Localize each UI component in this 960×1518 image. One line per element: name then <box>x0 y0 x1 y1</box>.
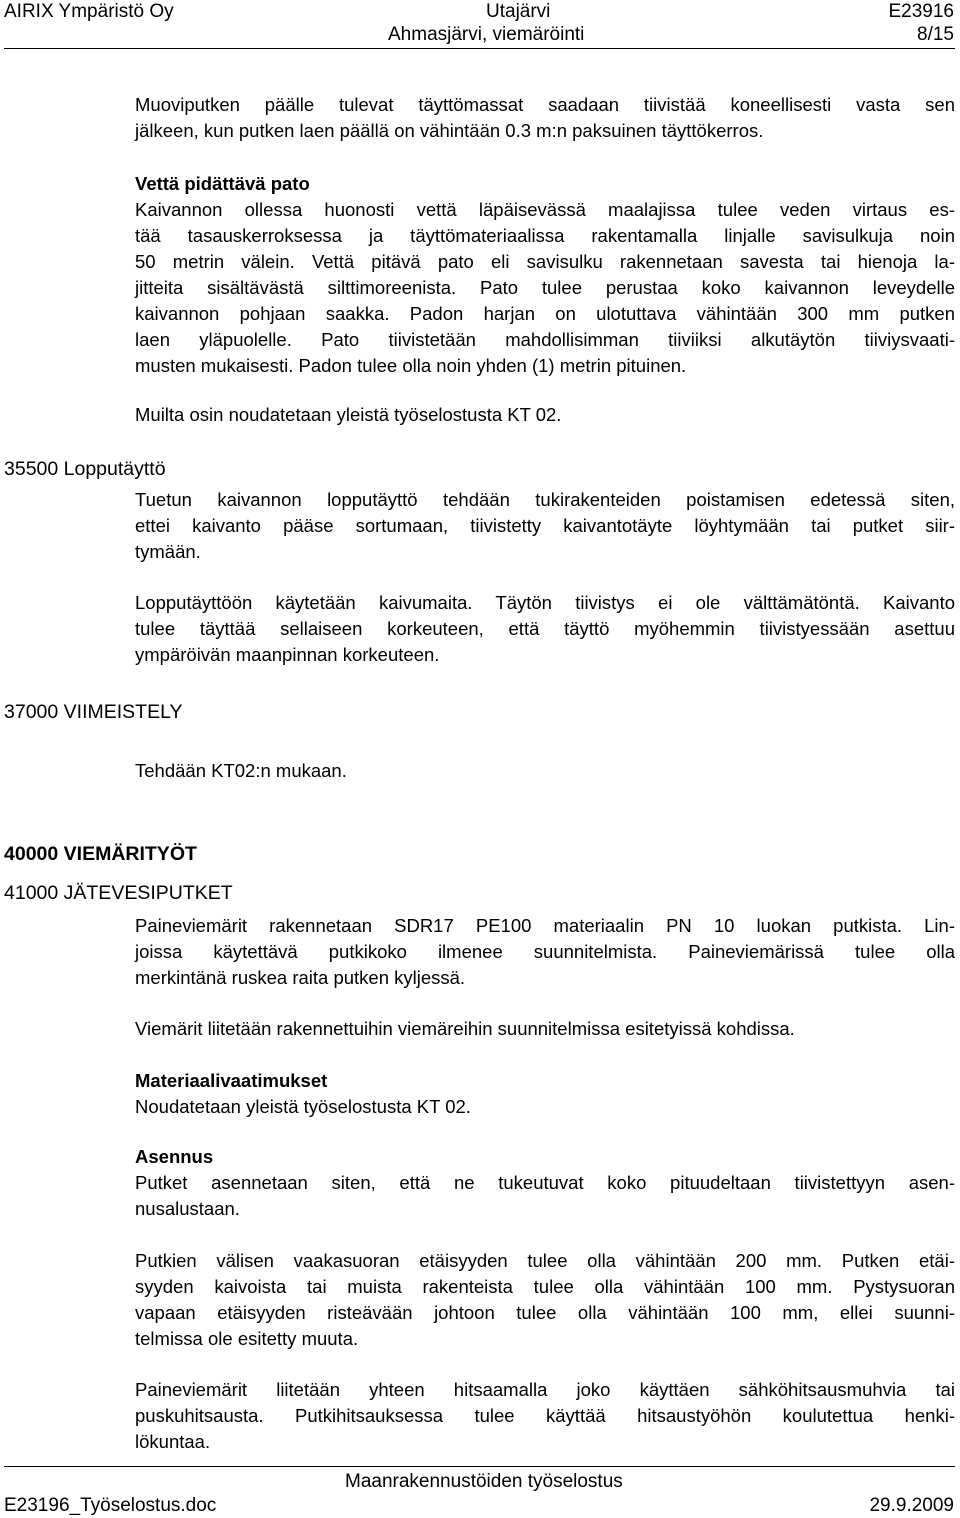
text-line: jitteita sisältävästä silttimoreenista. Pato tulee perustaa koko kaivannon leveydelle <box>135 277 955 298</box>
header-page-number: 8/15 <box>917 24 954 45</box>
text-line: Tuetun kaivannon lopputäyttö tehdään tukirakenteiden poistamisen edetessä siten, <box>135 489 955 510</box>
installation-section <box>135 1144 955 1222</box>
text-line: merkintänä ruskea raita putken kyljessä. <box>135 967 466 988</box>
text-line: ettei kaivanto pääse sortumaan, tiivistetty kaivantotäyte löyhtymään tai putket siir- <box>135 515 955 536</box>
text-line: Putkien välisen vaakasuoran etäisyyden tulee olla vähintään 200 mm. Putken etäi- <box>135 1250 955 1271</box>
section-heading-37000: 37000 VIIMEISTELY <box>4 701 183 723</box>
text-line: Kaivannon ollessa huonosti vettä läpäisevässä maalajissa tulee veden virtaus es- <box>135 199 955 220</box>
installation-paragraph-2 <box>135 1248 955 1352</box>
text-line: musten mukaisesti. Padon tulee olla noin yhden (1) metrin pituinen. <box>135 355 687 376</box>
header-project: Ahmasjärvi, viemäröinti <box>388 24 585 45</box>
intro-paragraph <box>135 92 955 144</box>
text-line: Tehdään KT02:n mukaan. <box>135 760 347 781</box>
footer-document-title: Maanrakennustöiden työselostus <box>345 1471 623 1492</box>
text-line: telmissa ole esitetty muuta. <box>135 1328 359 1349</box>
dam-section <box>135 171 955 379</box>
header-place: Utajärvi <box>486 1 551 22</box>
text-line: ympäröivän maanpinnan korkeuteen. <box>135 644 440 665</box>
header-company: AIRIX Ympäristö Oy <box>4 1 174 22</box>
footer-filename: E23196_Työselostus.doc <box>4 1495 217 1516</box>
text-line: Putket asennetaan siten, että ne tukeutuvat koko pituudeltaan tiivistettyyn asen- <box>135 1172 955 1193</box>
text-line: laen yläpuolelle. Pato tiivistetään mahdollisimman tiiviiksi alkutäytön tiiviysvaati- <box>135 329 955 350</box>
text-line: tää tasauskerroksessa ja täyttömateriaalissa rakentamalla linjalle savisulkuja noin <box>135 225 955 246</box>
finishing-paragraph <box>135 758 955 784</box>
text-line: Paineviemärit rakennetaan SDR17 PE100 materiaalin PN 10 luokan putkista. Lin- <box>135 915 955 936</box>
installation-paragraph-3 <box>135 1377 955 1455</box>
text-line: 50 metrin välein. Vettä pitävä pato eli savisulku rakennetaan savesta tai hienoja la- <box>135 251 955 272</box>
text-line: Paineviemärit liitetään yhteen hitsaamalla joko käyttäen sähköhitsausmuhvia tai <box>135 1379 955 1400</box>
section-heading-40000: 40000 VIEMÄRITYÖT <box>4 843 197 865</box>
text-line: Muoviputken päälle tulevat täyttömassat saadaan tiivistää koneellisesti vasta sen <box>135 94 955 115</box>
text-line: kaivannon pohjaan saakka. Padon harjan on ulotuttava vähintään 300 mm putken <box>135 303 955 324</box>
dam-heading: Vettä pidättävä pato <box>135 173 310 194</box>
general-reference <box>135 402 955 428</box>
footer-date: 29.9.2009 <box>869 1495 954 1516</box>
material-heading: Materiaalivaatimukset <box>135 1070 328 1091</box>
text-line: jälkeen, kun putken laen päällä on vähintään 0.3 m:n paksuinen täyttökerros. <box>135 120 764 141</box>
text-line: Muilta osin noudatetaan yleistä työselostusta KT 02. <box>135 404 562 425</box>
backfill-paragraph-2 <box>135 590 955 668</box>
sewer-paragraph-2 <box>135 1016 955 1042</box>
text-line: tymään. <box>135 541 201 562</box>
text-line: syyden kaivoista tai muista rakenteista tulee olla vähintään 100 mm. Pystysuoran <box>135 1276 955 1297</box>
backfill-paragraph-1 <box>135 487 955 565</box>
text-line: Noudatetaan yleistä työselostusta KT 02. <box>135 1096 471 1117</box>
text-line: vapaan etäisyyden risteävään johtoon tulee olla vähintään 100 mm, ellei suunni- <box>135 1302 955 1323</box>
text-line: nusalustaan. <box>135 1198 240 1219</box>
header-rule <box>4 48 955 49</box>
header-code: E23916 <box>888 1 954 22</box>
footer-rule <box>4 1466 955 1467</box>
text-line: joissa käytettävä putkikoko ilmenee suunnitelmista. Paineviemärissä tulee olla <box>135 941 955 962</box>
installation-heading: Asennus <box>135 1146 214 1167</box>
text-line: Viemärit liitetään rakennettuihin viemäreihin suunnitelmissa esitetyissä kohdissa. <box>135 1018 795 1039</box>
text-line: tulee täyttää sellaiseen korkeuteen, että täyttö myöhemmin tiivistyessään asettuu <box>135 618 955 639</box>
section-heading-41000: 41000 JÄTEVESIPUTKET <box>4 882 233 904</box>
text-line: puskuhitsausta. Putkihitsauksessa tulee käyttää hitsaustyöhön koulutettua henki- <box>135 1405 955 1426</box>
section-heading-35500: 35500 Lopputäyttö <box>4 458 166 480</box>
material-section <box>135 1068 955 1120</box>
text-line: lökuntaa. <box>135 1431 211 1452</box>
sewer-paragraph-1 <box>135 913 955 991</box>
text-line: Lopputäyttöön käytetään kaivumaita. Täytön tiivistys ei ole välttämätöntä. Kaivanto <box>135 592 955 613</box>
